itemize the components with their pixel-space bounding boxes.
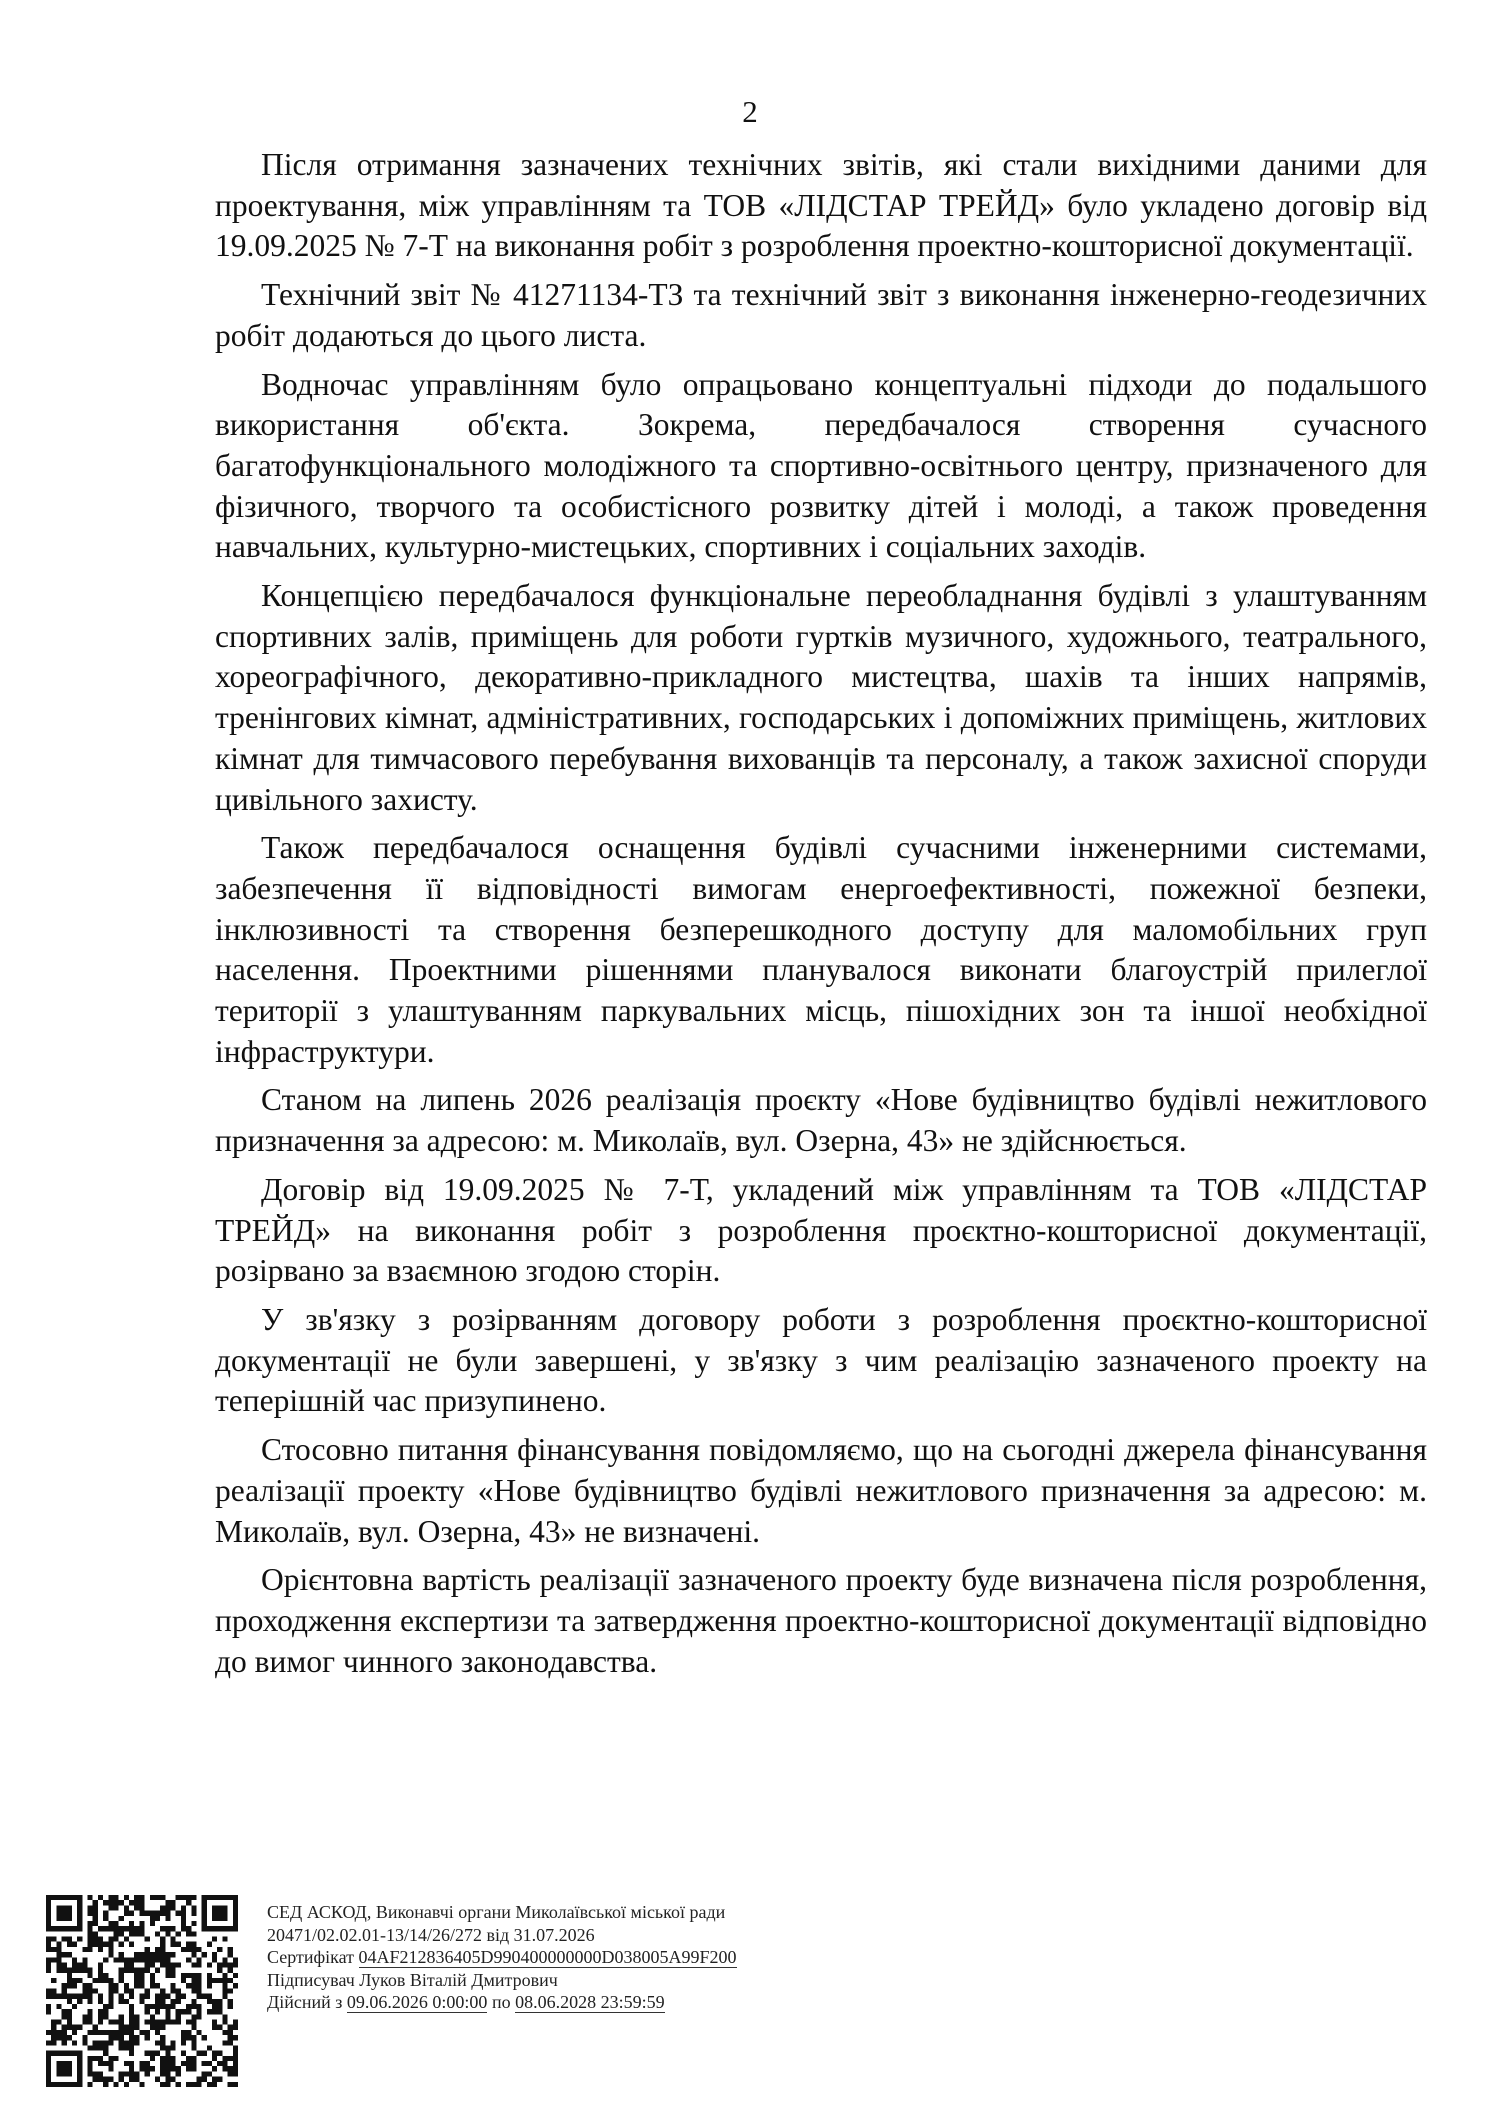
validity-line bbox=[267, 1991, 737, 2014]
valid-to: 08.06.2028 23:59:59 bbox=[515, 1992, 665, 2012]
certificate-label: Сертифікат bbox=[267, 1947, 359, 1967]
e-signature-stamp bbox=[46, 1895, 946, 2095]
paragraph: Після отримання зазначених технічних звітів, які стали вихідними даними для проектування, між управлінням та ТОВ «ЛІДСТАР ТРЕЙД» було укладено договір від 19.09.2025 № 7-Т на виконання робіт з розроблення проектно-кошторисної документації. bbox=[215, 147, 1427, 264]
paragraph: Орієнтовна вартість реалізації зазначеного проекту буде визначена після розроблення, проходження експертизи та затвердження проектно-кошторисної документації відповідно до вимог чинного законодавства. bbox=[215, 1562, 1427, 1679]
letter-body bbox=[215, 145, 1427, 1690]
paragraph: Станом на липень 2026 реалізація проєкту «Нове будівництво будівлі нежитлового призначення за адресою: м. Миколаїв, вул. Озерна, 43» не здійснюється. bbox=[215, 1082, 1427, 1159]
page-number: 2 bbox=[742, 94, 758, 129]
paragraph: Стосовно питання фінансування повідомляємо, що на сьогодні джерела фінансування реалізації проекту «Нове будівництво будівлі нежитлового призначення за адресою: м. Миколаїв, вул. Озерна, 43» не визначені. bbox=[215, 1432, 1427, 1549]
system-line: СЕД АСКОД, Виконавчі органи Миколаївської міської ради bbox=[267, 1902, 726, 1922]
signature-details bbox=[267, 1901, 737, 2014]
paragraph: У зв'язку з розірванням договору роботи з розроблення проєктно-кошторисної документації не були завершені, у зв'язку з чим реалізацію зазначеного проекту на теперішній час призупинено. bbox=[215, 1301, 1427, 1419]
paragraph: Водночас управлінням було опрацьовано концептуальні підходи до подальшого використання об'єкта. Зокрема, передбачалося створення сучасного багатофункціонального молодіжного та спортивно-освітнього центру, призначеного для фізичного, творчого та особистісного розвитку дітей і молоді, а також проведення навчальних, культурно-мистецьких, спортивних і соціальних заходів. bbox=[215, 366, 1427, 565]
registration-line: 20471/02.02.01-13/14/26/272 від 31.07.2026 bbox=[267, 1924, 595, 1945]
certificate-value: 04AF212836405D990400000000D038005A99F200 bbox=[358, 1947, 737, 1967]
validity-prefix: Дійсний з bbox=[267, 1992, 347, 2012]
validity-mid: по bbox=[487, 1992, 516, 2012]
certificate-line bbox=[267, 1946, 737, 1969]
paragraph: Концепцією передбачалося функціональне переобладнання будівлі з улаштуванням спортивних залів, приміщень для роботи гуртків музичного, художнього, театрального, хореографічного, декоративно-прикладного мистецтва, шахів та інших напрямів, тренінгових кімнат, адміністративних, господарських і допоміжних приміщень, житлових кімнат для тимчасового перебування вихованців та персоналу, а також захисної споруди цивільного захисту. bbox=[215, 578, 1427, 817]
paragraph: Договір від 19.09.2025 № 7-Т, укладений між управлінням та ТОВ «ЛІДСТАР ТРЕЙД» на виконання робіт з розроблення проєктно-кошторисної документації, розірвано за взаємною згодою сторін. bbox=[215, 1171, 1427, 1289]
qr-code bbox=[46, 1895, 238, 2087]
valid-from: 09.06.2026 0:00:00 bbox=[346, 1992, 488, 2012]
paragraph: Також передбачалося оснащення будівлі сучасними інженерними системами, забезпечення її відповідності вимогам енергоефективності, пожежної безпеки, інклюзивності та створення безперешкодного доступу для маломобільних груп населення. Проектними рішеннями планувалося виконати благоустрій прилеглої території з улаштуванням паркувальних місць, пішохідних зон та іншої необхідної інфраструктури. bbox=[215, 830, 1427, 1069]
signer-line: Підписувач Луков Віталій Дмитрович bbox=[267, 1969, 558, 1990]
paragraph: Технічний звіт № 41271134-ТЗ та технічний звіт з виконання інженерно-геодезичних робіт додаються до цього листа. bbox=[215, 277, 1427, 353]
